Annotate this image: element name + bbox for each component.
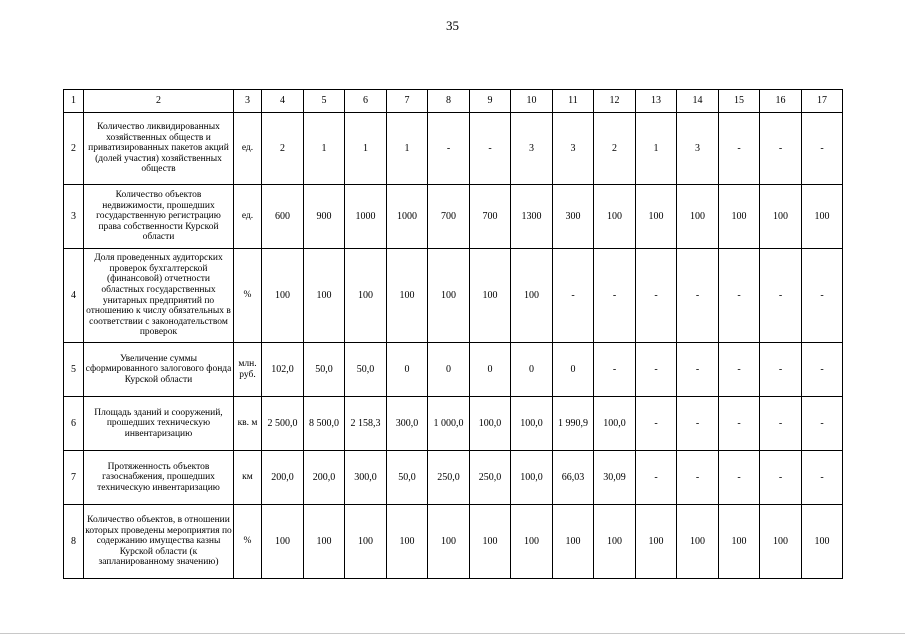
value-cell: 250,0 xyxy=(470,451,511,505)
value-cell: 3 xyxy=(677,113,719,185)
table-row xyxy=(64,185,843,249)
table-header-row xyxy=(64,90,843,113)
header-cell: 16 xyxy=(760,90,802,113)
value-cell: 0 xyxy=(428,343,470,397)
value-cell: 100 xyxy=(636,505,677,579)
value-cell: 100 xyxy=(594,185,636,249)
value-cell: - xyxy=(636,343,677,397)
value-cell: 50,0 xyxy=(387,451,428,505)
value-cell: 1 xyxy=(304,113,345,185)
value-cell: 300,0 xyxy=(387,397,428,451)
header-cell: 15 xyxy=(719,90,760,113)
value-cell: 30,09 xyxy=(594,451,636,505)
value-cell: - xyxy=(719,113,760,185)
value-cell: 100 xyxy=(719,185,760,249)
header-cell: 13 xyxy=(636,90,677,113)
unit-cell: ед. xyxy=(234,185,262,249)
value-cell: - xyxy=(594,343,636,397)
value-cell: 0 xyxy=(387,343,428,397)
unit-cell: кв. м xyxy=(234,397,262,451)
table-row xyxy=(64,113,843,185)
value-cell: 66,03 xyxy=(553,451,594,505)
value-cell: 100 xyxy=(387,505,428,579)
table-row xyxy=(64,343,843,397)
unit-cell: ед. xyxy=(234,113,262,185)
indicator-name: Количество ликвидированных хозяйственных обществ и приватизированных пакетов акций (долей участия) хозяйственных обществ xyxy=(84,113,234,185)
value-cell: 100 xyxy=(345,505,387,579)
value-cell: 8 500,0 xyxy=(304,397,345,451)
value-cell: 100 xyxy=(636,185,677,249)
indicators-table-container xyxy=(63,89,843,579)
value-cell: 0 xyxy=(553,343,594,397)
value-cell: 1000 xyxy=(387,185,428,249)
value-cell: 200,0 xyxy=(262,451,304,505)
value-cell: - xyxy=(719,451,760,505)
value-cell: 100 xyxy=(760,505,802,579)
header-cell: 4 xyxy=(262,90,304,113)
value-cell: 100 xyxy=(677,505,719,579)
value-cell: 100,0 xyxy=(594,397,636,451)
header-cell: 6 xyxy=(345,90,387,113)
value-cell: 0 xyxy=(470,343,511,397)
table-row xyxy=(64,505,843,579)
value-cell: 2 158,3 xyxy=(345,397,387,451)
value-cell: 100 xyxy=(511,249,553,343)
header-cell: 9 xyxy=(470,90,511,113)
value-cell: 100 xyxy=(802,505,843,579)
value-cell: - xyxy=(719,343,760,397)
value-cell: 2 500,0 xyxy=(262,397,304,451)
value-cell: 100,0 xyxy=(470,397,511,451)
value-cell: 300 xyxy=(553,185,594,249)
value-cell: 200,0 xyxy=(304,451,345,505)
indicator-name: Количество объектов недвижимости, прошедших государственную регистрацию права собственности Курской области xyxy=(84,185,234,249)
value-cell: 100,0 xyxy=(511,397,553,451)
value-cell: 50,0 xyxy=(345,343,387,397)
table-row xyxy=(64,397,843,451)
value-cell: 250,0 xyxy=(428,451,470,505)
row-number: 7 xyxy=(64,451,84,505)
value-cell: 700 xyxy=(428,185,470,249)
header-cell: 17 xyxy=(802,90,843,113)
value-cell: - xyxy=(594,249,636,343)
value-cell: 100 xyxy=(719,505,760,579)
value-cell: - xyxy=(636,397,677,451)
value-cell: - xyxy=(677,343,719,397)
value-cell: 2 xyxy=(262,113,304,185)
indicator-name: Площадь зданий и сооружений, прошедших техническую инвентаризацию xyxy=(84,397,234,451)
value-cell: - xyxy=(760,249,802,343)
value-cell: 100 xyxy=(262,505,304,579)
row-number: 8 xyxy=(64,505,84,579)
indicator-name: Увеличение суммы сформированного залогового фонда Курской области xyxy=(84,343,234,397)
value-cell: 100 xyxy=(470,505,511,579)
header-cell: 8 xyxy=(428,90,470,113)
value-cell: 100 xyxy=(802,185,843,249)
value-cell: - xyxy=(760,113,802,185)
value-cell: 1 xyxy=(387,113,428,185)
value-cell: 1 xyxy=(345,113,387,185)
value-cell: - xyxy=(760,397,802,451)
scan-bottom-edge xyxy=(0,633,905,634)
value-cell: 100,0 xyxy=(511,451,553,505)
value-cell: 3 xyxy=(553,113,594,185)
header-cell: 10 xyxy=(511,90,553,113)
header-cell: 11 xyxy=(553,90,594,113)
value-cell: 300,0 xyxy=(345,451,387,505)
header-cell: 14 xyxy=(677,90,719,113)
value-cell: 600 xyxy=(262,185,304,249)
row-number: 4 xyxy=(64,249,84,343)
value-cell: 100 xyxy=(511,505,553,579)
value-cell: 0 xyxy=(511,343,553,397)
value-cell: - xyxy=(677,451,719,505)
value-cell: 100 xyxy=(677,185,719,249)
value-cell: - xyxy=(719,249,760,343)
value-cell: 100 xyxy=(304,505,345,579)
value-cell: 100 xyxy=(594,505,636,579)
value-cell: - xyxy=(760,343,802,397)
header-cell: 7 xyxy=(387,90,428,113)
value-cell: 100 xyxy=(428,505,470,579)
value-cell: - xyxy=(719,397,760,451)
row-number: 2 xyxy=(64,113,84,185)
page-number: 35 xyxy=(446,18,459,33)
header-cell: 2 xyxy=(84,90,234,113)
value-cell: - xyxy=(553,249,594,343)
unit-cell: % xyxy=(234,505,262,579)
table-row xyxy=(64,249,843,343)
value-cell: 100 xyxy=(428,249,470,343)
value-cell: 100 xyxy=(387,249,428,343)
table-body xyxy=(64,90,843,579)
value-cell: - xyxy=(802,343,843,397)
value-cell: 2 xyxy=(594,113,636,185)
row-number: 6 xyxy=(64,397,84,451)
value-cell: 100 xyxy=(345,249,387,343)
value-cell: 1 xyxy=(636,113,677,185)
indicator-name: Протяженность объектов газоснабжения, прошедших техническую инвентаризацию xyxy=(84,451,234,505)
value-cell: - xyxy=(802,451,843,505)
value-cell: - xyxy=(636,249,677,343)
indicator-name: Количество объектов, в отношении которых проведены мероприятия по содержанию имущества казны Курской области (к запланированному значению) xyxy=(84,505,234,579)
table-row xyxy=(64,451,843,505)
header-cell: 1 xyxy=(64,90,84,113)
value-cell: 100 xyxy=(304,249,345,343)
value-cell: 1 000,0 xyxy=(428,397,470,451)
value-cell: - xyxy=(677,249,719,343)
unit-cell: км xyxy=(234,451,262,505)
value-cell: 1 990,9 xyxy=(553,397,594,451)
value-cell: 900 xyxy=(304,185,345,249)
value-cell: 3 xyxy=(511,113,553,185)
value-cell: - xyxy=(470,113,511,185)
value-cell: - xyxy=(428,113,470,185)
value-cell: - xyxy=(677,397,719,451)
header-cell: 5 xyxy=(304,90,345,113)
row-number: 5 xyxy=(64,343,84,397)
value-cell: 1000 xyxy=(345,185,387,249)
value-cell: 1300 xyxy=(511,185,553,249)
value-cell: - xyxy=(636,451,677,505)
header-cell: 12 xyxy=(594,90,636,113)
value-cell: - xyxy=(802,113,843,185)
indicators-table xyxy=(63,89,843,579)
row-number: 3 xyxy=(64,185,84,249)
value-cell: 700 xyxy=(470,185,511,249)
value-cell: 100 xyxy=(470,249,511,343)
value-cell: 100 xyxy=(262,249,304,343)
value-cell: - xyxy=(802,397,843,451)
value-cell: - xyxy=(760,451,802,505)
value-cell: 100 xyxy=(760,185,802,249)
value-cell: 102,0 xyxy=(262,343,304,397)
header-cell: 3 xyxy=(234,90,262,113)
value-cell: 50,0 xyxy=(304,343,345,397)
unit-cell: % xyxy=(234,249,262,343)
value-cell: - xyxy=(802,249,843,343)
unit-cell: млн. руб. xyxy=(234,343,262,397)
value-cell: 100 xyxy=(553,505,594,579)
indicator-name: Доля проведенных аудиторских проверок бухгалтерской (финансовой) отчетности областных государственных унитарных предприятий по отношению к числу обязательных в соответствии с законодательством проверок xyxy=(84,249,234,343)
